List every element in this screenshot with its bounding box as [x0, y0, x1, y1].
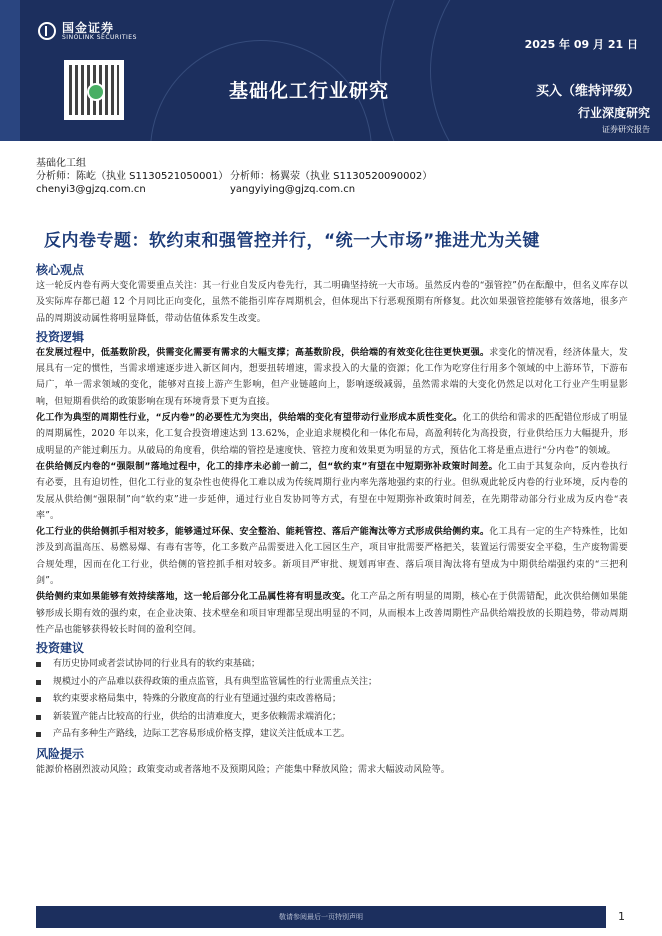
report-header — [0, 0, 662, 141]
list-item: 规模过小的产品难以获得政策的重点监管，具有典型监管属性的行业需重点关注； — [36, 674, 628, 692]
logic-lead: 化工作为典型的周期性行业，“反内卷”的必要性尤为突出，供给端的变化有望带动行业形成本质性变化。 — [36, 413, 463, 424]
footer-bar — [36, 906, 606, 928]
report-date: 2025 年 09 月 21 日 — [524, 38, 638, 51]
logic-paragraph — [36, 459, 628, 524]
risk-heading: 风险提示 — [36, 746, 85, 761]
analyst-1-name: 分析师：陈屹（执业 S1130521050001） — [36, 171, 229, 182]
bullet-square-icon — [36, 732, 41, 737]
logo-name-cn: 国金证券 — [62, 21, 115, 35]
disclaimer-note[interactable]: 敬请参阅最后一页特别声明 — [279, 913, 363, 921]
core-view-text: 这一轮反内卷有两大变化需要重点关注：其一行业自发反内卷先行，其二明确坚持统一大市场。虽然反内卷的“强管控”仍在酝酿中，但名义库存以及实际库存都已超 12 个月同比正向变化，虽然不能指引库存周期机会，但体现出下行恶观预期有所修复。此次如果强管控能够有效落地，很多产品的周期波动属性将明显降低，带动估值体系发生改变。 — [36, 281, 628, 324]
header-stripe — [0, 0, 20, 141]
bullet-square-icon — [36, 662, 41, 667]
risk-text: 能源价格剧烈波动风险；政策变动或者落地不及预期风险；产能集中释放风险；需求大幅波动风险等。 — [36, 764, 451, 775]
logic-lead: 供给侧约束如果能够有效持续落地，这一轮后部分化工品属性将有明显改变。 — [36, 592, 351, 603]
logic-paragraph — [36, 589, 628, 638]
logo-name-en: SINOLINK SECURITIES — [62, 33, 137, 41]
analyst-block — [36, 157, 433, 196]
logo-mark-icon — [38, 22, 56, 40]
bullet-square-icon — [36, 715, 41, 720]
logic-body: 化工产品之所有明显的周期，核心在于供需错配，此次供给侧如果能够形成长期有效的强约束，在企业决策、技术壁垒和项目审理都呈现出明显的不同，从而根本上改善周期性产品供给端投放的长期趋势，带动周期性产品也能够获得较长时间的盈利空间。 — [36, 592, 628, 635]
core-view-heading: 核心观点 — [36, 263, 85, 277]
list-item: 产品有多种生产路线，边际工艺容易形成价格支撑，建议关注低成本工艺。 — [36, 726, 628, 744]
logic-paragraph — [36, 410, 628, 459]
rating-badge: 买入（维持评级） — [535, 84, 640, 99]
logic-body: 化工具有一定的生产特殊性，比如涉及到高温高压、易燃易爆、有毒有害等，化工多数产品需要进入化工园区生产，项目审批需要严格把关，装置运行需要安全平稳，生产废物需要合规处理，因而在化工行业，供给侧的管控抓手相对较多。新项目严审批、规划再审查、落后项目淘汰将有望成为中期供给端强约束的“三把利剑”。 — [36, 527, 628, 587]
list-item: 有历史协同或者尝试协同的行业具有的软约束基础； — [36, 656, 628, 674]
logic-paragraph — [36, 524, 628, 589]
advice-list — [36, 656, 628, 744]
logic-lead: 化工行业的供给侧抓手相对较多，能够通过环保、安全整治、能耗管控、落后产能淘汰等方式形成供给侧约束。 — [36, 527, 490, 538]
wechat-qr-code — [64, 60, 124, 120]
report-main-title: 反内卷专题：软约束和强管控并行，“统一大市场”推进尤为关键 — [44, 231, 540, 251]
analyst-1-email[interactable]: chenyi3@gjzq.com.cn — [36, 184, 146, 195]
report-subtype: 证券研究报告 — [602, 125, 650, 134]
analyst-group: 基础化工组 — [36, 158, 86, 169]
company-logo — [38, 22, 137, 41]
analyst-2-email[interactable]: yangyiying@gjzq.com.cn — [230, 184, 356, 195]
page-number: 1 — [618, 910, 625, 923]
logic-body: 化工由于其复杂向，反内卷执行有必要，且有迫切性，但化工行业的复杂性也使得化工难以成为传统周期行业内率先落地强约束的行业。但纵观此轮反内卷的行业环境，反内卷的发展从供给侧“强限制”向“软约束”进一步延伸，通过行业自发协同等方式，有望在中短期弥补政策时间差，在先期带动部分行业成为反内卷“表率”。 — [36, 461, 628, 521]
investment-logic-heading: 投资逻辑 — [36, 329, 85, 344]
logic-lead: 在发展过程中，低基数阶段，供需变化需要有需求的大幅支撑；高基数阶段，供给端的有效变化往往更快更强。 — [36, 347, 490, 358]
report-type: 行业深度研究 — [577, 106, 650, 120]
logic-body: 求变化的情况看，经济体量大，发展具有一定的惯性，当需求增速逐步进入新区间内，想要扭转增速，需求投入的大量的资源；化工作为吃穿住行用多个领域的中上游环节，下游布局广，单一需求领域的变化，能够对直接上游产生影响，但产业链越向上，影响逐级减弱，虽然需求端的大变化仍然足以对化工行业产生明显影响，但短期看供给的政策影响在现有环境背景下更为直接。 — [36, 347, 628, 407]
investment-advice-heading: 投资建议 — [36, 641, 85, 656]
logic-paragraph — [36, 345, 628, 410]
logic-body: 化工的供给和需求的匹配错位形成了明显的周期属性，2020 年以来，化工复合投资增速达到 13.62%，企业追求规模化和一体化布局，高盈利转化为高投资，行业供给压力大幅提升，形成明显的产能过剩压力。从破局的角度看，供给端的管控是速度快、管控力度和效果更为明显的方式，预估化工将是重点进行“分内卷”的领域。 — [36, 413, 629, 456]
report-category-title: 基础化工行业研究 — [229, 80, 390, 102]
analyst-2-name: 分析师：杨翼荥（执业 S1130520090002） — [230, 171, 433, 182]
bullet-square-icon — [36, 697, 41, 702]
bullet-square-icon — [36, 680, 41, 685]
report-body — [36, 262, 628, 778]
wechat-icon — [87, 83, 105, 101]
logic-lead: 在供给侧反内卷的“强限制”落地过程中，化工的排序未必前一前二，但“软约束”有望在中短期弥补政策时间差。 — [36, 461, 498, 472]
list-item: 软约束要求格局集中，特殊的分散度高的行业有望通过强约束改善格局； — [36, 691, 628, 709]
list-item: 新装置产能占比较高的行业，供给的出清难度大，更多依赖需求端消化； — [36, 709, 628, 727]
